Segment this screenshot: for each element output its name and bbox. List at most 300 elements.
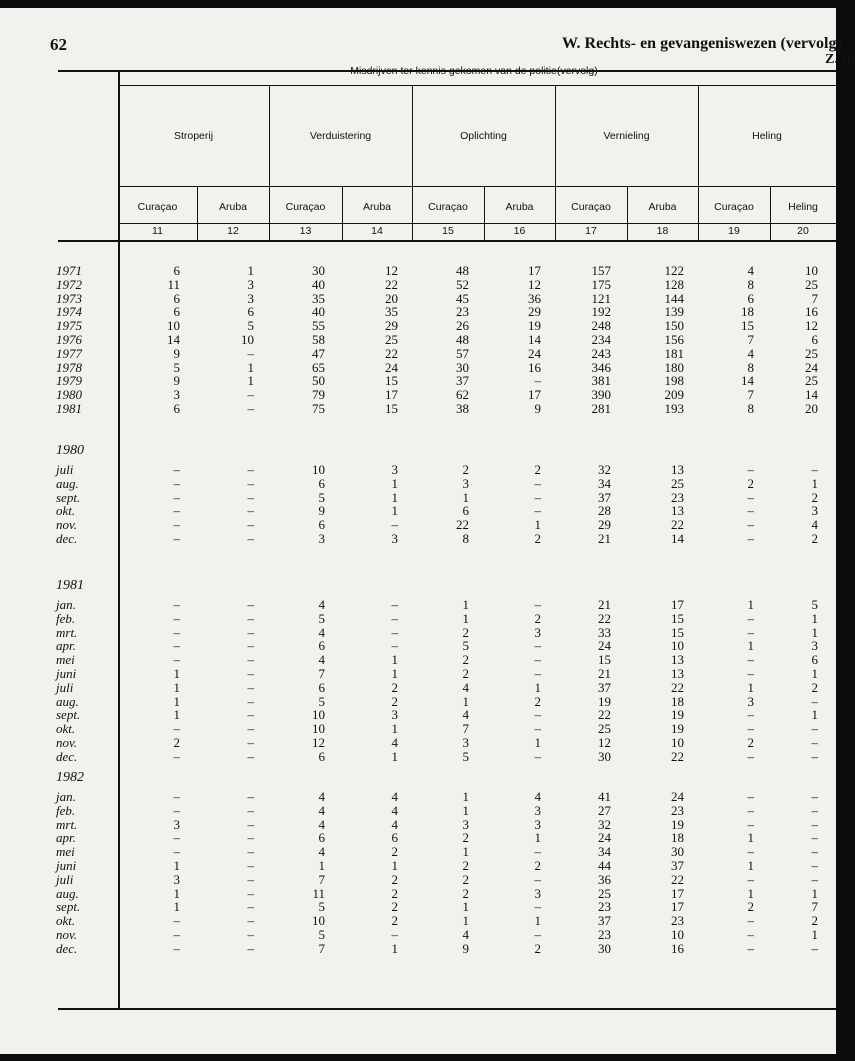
- island-header: Aruba: [218, 201, 248, 213]
- table-cell: 3: [462, 735, 469, 750]
- table-cell: 144: [664, 290, 684, 306]
- table-cell: 4: [534, 789, 541, 804]
- table-cell: –: [811, 844, 818, 860]
- table-cell: 5: [462, 748, 469, 764]
- table-cell: 13: [671, 652, 684, 668]
- table-cell: 37: [598, 679, 611, 695]
- table-cell: 3: [462, 475, 469, 491]
- table-cell: 2: [811, 531, 818, 546]
- page-number: 62: [50, 35, 67, 54]
- table-cell: 281: [591, 401, 611, 416]
- table-cell: 2: [462, 666, 469, 681]
- table-cell: 1: [462, 844, 469, 860]
- table-cell: 1: [173, 666, 180, 681]
- table-cell: 1: [811, 475, 818, 491]
- category-divider-0: [269, 86, 270, 240]
- table-cell: 4: [318, 624, 325, 640]
- row-label: dec.: [56, 531, 78, 546]
- table-cell: –: [747, 871, 754, 887]
- table-cell: 18: [671, 693, 684, 709]
- row-label: juni: [56, 666, 77, 681]
- table-cell: 21: [598, 531, 611, 546]
- table-cell: –: [247, 624, 254, 640]
- table-cell: 2: [462, 871, 469, 887]
- table-cell: 9: [318, 503, 325, 519]
- column-number: 14: [371, 225, 383, 237]
- table-cell: –: [747, 940, 754, 956]
- table-cell: 4: [318, 844, 325, 860]
- table-cell: 33: [598, 624, 611, 640]
- table-cell: 8: [747, 276, 754, 292]
- table-cell: –: [534, 489, 541, 505]
- table-cell: –: [173, 913, 180, 929]
- table-cell: 16: [671, 940, 684, 956]
- table-cell: 7: [747, 387, 754, 403]
- table-cell: 35: [385, 304, 398, 320]
- table-cell: 2: [391, 844, 398, 860]
- row-label: dec.: [56, 748, 78, 764]
- table-cell: 4: [391, 735, 398, 750]
- table-cell: 22: [385, 345, 398, 361]
- table-cell: 6: [318, 475, 325, 491]
- table-cell: 16: [805, 304, 818, 320]
- table-cell: 14: [741, 373, 754, 389]
- section-heading: 1981: [56, 578, 84, 593]
- table-cell: 10: [167, 318, 180, 334]
- row-label: sept.: [56, 899, 81, 915]
- table-cell: –: [173, 748, 180, 764]
- table-cell: 3: [534, 802, 541, 818]
- row-label: dec.: [56, 940, 78, 956]
- table-cell: 8: [462, 531, 469, 546]
- table-cell: 1: [747, 638, 754, 654]
- table-cell: 7: [462, 721, 469, 737]
- table-cell: –: [811, 871, 818, 887]
- table-cell: 2: [462, 652, 469, 668]
- table-cell: 10: [312, 721, 325, 737]
- table-cell: 5: [462, 638, 469, 654]
- island-header: Aruba: [362, 201, 392, 213]
- table-cell: 1: [811, 707, 818, 723]
- table-cell: 6: [173, 401, 180, 416]
- row-label: apr.: [56, 830, 76, 846]
- table-cell: 15: [385, 373, 398, 389]
- row-label: aug.: [56, 885, 79, 901]
- table-cell: 3: [391, 531, 398, 546]
- table-cell: 15: [741, 318, 754, 334]
- row-label: jan.: [56, 597, 76, 612]
- table-cell: 1: [391, 858, 398, 873]
- table-cell: 30: [598, 748, 611, 764]
- table-cell: 1: [811, 610, 818, 626]
- table-cell: 2: [462, 624, 469, 640]
- row-label: mei: [56, 652, 75, 668]
- table-cell: –: [534, 652, 541, 668]
- table-cell: 3: [811, 638, 818, 654]
- table-cell: 2: [391, 899, 398, 915]
- table-cell: 180: [664, 359, 684, 375]
- table-cell: 6: [318, 517, 325, 533]
- table-cell: 2: [462, 885, 469, 901]
- table-cell: 24: [598, 830, 611, 846]
- table-cell: –: [747, 517, 754, 533]
- column-number: 18: [656, 225, 669, 237]
- table-cell: –: [247, 345, 254, 361]
- table-cell: 1: [173, 707, 180, 723]
- table-cell: 48: [456, 332, 469, 347]
- table-cell: 20: [805, 401, 818, 416]
- table-cell: –: [173, 597, 180, 612]
- island-header: Aruba: [648, 201, 677, 213]
- table-cell: 32: [598, 816, 611, 832]
- table-cell: 40: [312, 276, 325, 292]
- table-cell: 25: [598, 721, 611, 737]
- table-cell: 1: [462, 789, 469, 804]
- table-cell: 9: [173, 373, 180, 389]
- island-header: Heling: [788, 201, 818, 213]
- table-cell: 18: [671, 830, 684, 846]
- clipped-edge-code: Z. In: [825, 52, 855, 67]
- table-cell: 10: [312, 913, 325, 929]
- table-cell: –: [247, 940, 254, 956]
- table-cell: –: [173, 503, 180, 519]
- table-cell: 6: [462, 503, 469, 519]
- table-cell: –: [747, 721, 754, 737]
- table-cell: 4: [318, 652, 325, 668]
- category-header: Oplichting: [460, 130, 507, 142]
- table-cell: 1: [747, 885, 754, 901]
- table-cell: 19: [671, 707, 684, 723]
- category-header: Verduistering: [309, 130, 372, 142]
- table-cell: 17: [671, 597, 684, 612]
- table-cell: 15: [671, 624, 684, 640]
- table-cell: 58: [312, 332, 325, 347]
- table-cell: 1: [173, 858, 180, 873]
- table-cell: –: [534, 666, 541, 681]
- table-cell: 6: [173, 263, 180, 278]
- table-cell: 37: [456, 373, 469, 389]
- table-cell: 75: [312, 401, 325, 416]
- table-cell: 22: [598, 707, 611, 723]
- table-cell: 3: [462, 816, 469, 832]
- row-label: nov.: [56, 927, 78, 942]
- table-cell: 3: [534, 624, 541, 640]
- table-cell: 5: [247, 318, 254, 334]
- table-cell: 4: [391, 816, 398, 832]
- table-cell: –: [247, 387, 254, 403]
- table-cell: 12: [312, 735, 325, 750]
- table-cell: –: [747, 503, 754, 519]
- table-cell: 27: [598, 802, 611, 818]
- table-cell: 25: [671, 475, 684, 491]
- table-cell: –: [247, 789, 254, 804]
- table-cell: –: [247, 693, 254, 709]
- table-cell: 34: [598, 844, 611, 860]
- table-cell: 1: [462, 899, 469, 915]
- column-number: 19: [728, 225, 740, 237]
- table-cell: 3: [173, 816, 180, 832]
- table-cell: 1: [391, 940, 398, 956]
- table-cell: 7: [811, 899, 818, 915]
- table-cell: 41: [598, 789, 611, 804]
- table-cell: 2: [747, 475, 754, 491]
- table-cell: 17: [671, 899, 684, 915]
- table-cell: –: [534, 844, 541, 860]
- table-cell: –: [173, 475, 180, 491]
- table-cell: 36: [598, 871, 611, 887]
- row-label: 1977: [56, 345, 82, 361]
- table-cell: 23: [671, 489, 684, 505]
- table-cell: 4: [462, 707, 469, 723]
- row-label: nov.: [56, 735, 78, 750]
- table-cell: 23: [456, 304, 469, 320]
- row-label: mrt.: [56, 624, 78, 640]
- table-cell: 13: [671, 503, 684, 519]
- table-cell: 346: [591, 359, 611, 375]
- table-cell: 37: [598, 489, 611, 505]
- table-cell: –: [173, 624, 180, 640]
- table-cell: 139: [664, 304, 684, 320]
- table-cell: 38: [456, 401, 469, 416]
- table-cell: 4: [318, 816, 325, 832]
- table-cell: 14: [671, 531, 684, 546]
- table-cell: 198: [664, 373, 684, 389]
- row-label: 1972: [56, 276, 82, 292]
- table-cell: 11: [312, 885, 325, 901]
- table-cell: –: [391, 927, 398, 942]
- row-label: apr.: [56, 638, 76, 654]
- table-cell: 21: [598, 666, 611, 681]
- table-cell: 6: [811, 652, 818, 668]
- table-cell: –: [247, 871, 254, 887]
- table-cell: 52: [456, 276, 469, 292]
- table-cell: –: [747, 816, 754, 832]
- row-label: 1979: [56, 373, 82, 389]
- section-heading: 1982: [56, 770, 84, 785]
- table-cell: –: [534, 475, 541, 491]
- table-cell: –: [534, 638, 541, 654]
- row-label: sept.: [56, 707, 81, 723]
- table-cell: –: [173, 489, 180, 505]
- table-cell: –: [173, 721, 180, 737]
- category-rule: [118, 186, 836, 187]
- table-cell: 22: [671, 679, 684, 695]
- table-cell: –: [747, 927, 754, 942]
- row-label: mrt.: [56, 816, 78, 832]
- table-cell: 34: [598, 475, 611, 491]
- row-label: 1980: [56, 387, 82, 403]
- table-cell: 243: [591, 345, 611, 361]
- table-cell: –: [247, 899, 254, 915]
- table-cell: –: [747, 666, 754, 681]
- table-cell: 50: [312, 373, 325, 389]
- table-cell: 1: [534, 679, 541, 695]
- table-cell: 1: [747, 679, 754, 695]
- table-cell: 1: [247, 359, 254, 375]
- table-cell: –: [173, 531, 180, 546]
- table-cell: 181: [664, 345, 684, 361]
- table-cell: 1: [811, 885, 818, 901]
- table-cell: –: [247, 748, 254, 764]
- table-cell: 24: [671, 789, 684, 804]
- table-cell: 23: [598, 899, 611, 915]
- category-header: Stroperij: [173, 130, 214, 142]
- table-cell: –: [173, 652, 180, 668]
- table-cell: 22: [671, 748, 684, 764]
- table-cell: –: [247, 610, 254, 626]
- table-cell: 6: [811, 332, 818, 347]
- table-cell: 4: [462, 679, 469, 695]
- table-cell: 12: [528, 276, 541, 292]
- table-cell: –: [247, 858, 254, 873]
- table-cell: 4: [318, 597, 325, 612]
- table-cell: 1: [173, 679, 180, 695]
- table-cell: 35: [312, 290, 325, 306]
- category-header: Vernieling: [603, 130, 650, 142]
- header-top-rule: [58, 70, 836, 72]
- table-cell: –: [747, 489, 754, 505]
- row-label: nov.: [56, 517, 78, 533]
- table-cell: 23: [598, 927, 611, 942]
- table-cell: 15: [671, 610, 684, 626]
- table-cell: 1: [747, 858, 754, 873]
- table-cell: 40: [312, 304, 325, 320]
- table-cell: 4: [318, 802, 325, 818]
- table-cell: –: [173, 517, 180, 533]
- table-cell: –: [391, 624, 398, 640]
- table-cell: 47: [312, 345, 325, 361]
- table-cell: –: [811, 462, 818, 477]
- table-cell: 29: [528, 304, 541, 320]
- table-cell: –: [173, 940, 180, 956]
- table-cell: 36: [528, 290, 541, 306]
- table-cell: 29: [598, 517, 611, 533]
- table-cell: 10: [805, 263, 818, 278]
- table-cell: 3: [391, 462, 398, 477]
- table-cell: 3: [247, 276, 254, 292]
- table-cell: 1: [534, 735, 541, 750]
- category-divider-1: [412, 86, 413, 240]
- table-cell: –: [534, 373, 541, 389]
- table-cell: 23: [671, 913, 684, 929]
- table-cell: –: [811, 748, 818, 764]
- table-cell: 2: [811, 489, 818, 505]
- table-cell: 1: [391, 475, 398, 491]
- table-cell: 57: [456, 345, 469, 361]
- table-cell: 4: [391, 789, 398, 804]
- table-cell: 1: [811, 666, 818, 681]
- table-cell: –: [534, 503, 541, 519]
- table-cell: 1: [811, 927, 818, 942]
- table-cell: 10: [312, 462, 325, 477]
- table-cell: 3: [534, 816, 541, 832]
- row-label: 1971: [56, 263, 82, 278]
- island-header: Curaçao: [428, 201, 468, 213]
- table-cell: 2: [462, 830, 469, 846]
- column-number: 16: [513, 225, 526, 237]
- table-cell: 248: [591, 318, 611, 334]
- table-cell: 45: [456, 290, 469, 306]
- table-cell: 11: [167, 276, 180, 292]
- table-cell: –: [173, 830, 180, 846]
- table-cell: 1: [462, 489, 469, 505]
- table-cell: 19: [671, 816, 684, 832]
- table-cell: –: [247, 913, 254, 929]
- row-label: jan.: [56, 789, 76, 804]
- table-cell: 14: [167, 332, 180, 347]
- category-divider-3: [698, 86, 699, 240]
- table-cell: –: [811, 802, 818, 818]
- table-cell: 1: [534, 830, 541, 846]
- table-cell: 2: [391, 693, 398, 709]
- table-cell: 48: [456, 263, 469, 278]
- table-cell: –: [247, 531, 254, 546]
- table-cell: 3: [318, 531, 325, 546]
- table-cell: 25: [805, 373, 818, 389]
- table-cell: 6: [318, 830, 325, 846]
- row-label: 1975: [56, 318, 82, 334]
- table-cell: –: [811, 858, 818, 873]
- row-label: 1978: [56, 359, 82, 375]
- table-cell: 2: [811, 679, 818, 695]
- table-cell: 2: [534, 940, 541, 956]
- table-cell: –: [173, 462, 180, 477]
- table-cell: 12: [598, 735, 611, 750]
- row-label: feb.: [56, 610, 76, 626]
- table-cell: –: [747, 844, 754, 860]
- table-cell: –: [247, 885, 254, 901]
- category-divider-2: [555, 86, 556, 240]
- table-cell: –: [247, 679, 254, 695]
- table-cell: 30: [456, 359, 469, 375]
- row-label: aug.: [56, 475, 79, 491]
- table-cell: 1: [462, 802, 469, 818]
- table-cell: 19: [671, 721, 684, 737]
- table-cell: 22: [671, 517, 684, 533]
- table-cell: 24: [385, 359, 398, 375]
- table-cell: 5: [173, 359, 180, 375]
- table-cell: 1: [534, 517, 541, 533]
- table-cell: –: [247, 503, 254, 519]
- table-cell: 2: [534, 531, 541, 546]
- table-cell: 1: [747, 597, 754, 612]
- table-cell: 22: [385, 276, 398, 292]
- table-cell: 1: [391, 489, 398, 505]
- table-cell: 6: [391, 830, 398, 846]
- table-cell: 121: [591, 290, 611, 306]
- table-cell: 25: [805, 345, 818, 361]
- table-cell: 234: [591, 332, 611, 347]
- table-cell: 12: [385, 263, 398, 278]
- table-cell: 14: [528, 332, 541, 347]
- table-cell: 3: [811, 503, 818, 519]
- table-cell: 2: [391, 885, 398, 901]
- table-cell: –: [247, 489, 254, 505]
- table-cell: 55: [312, 318, 325, 334]
- table-cell: 22: [456, 517, 469, 533]
- table-cell: 3: [247, 290, 254, 306]
- table-cell: 193: [664, 401, 684, 416]
- table-cell: –: [173, 927, 180, 942]
- table-cell: 7: [747, 332, 754, 347]
- row-label: aug.: [56, 693, 79, 709]
- group-title-rule: [118, 85, 836, 86]
- row-label: feb.: [56, 802, 76, 818]
- table-cell: –: [534, 748, 541, 764]
- table-cell: 6: [747, 290, 754, 306]
- table-cell: –: [811, 721, 818, 737]
- table-cell: 5: [318, 927, 325, 942]
